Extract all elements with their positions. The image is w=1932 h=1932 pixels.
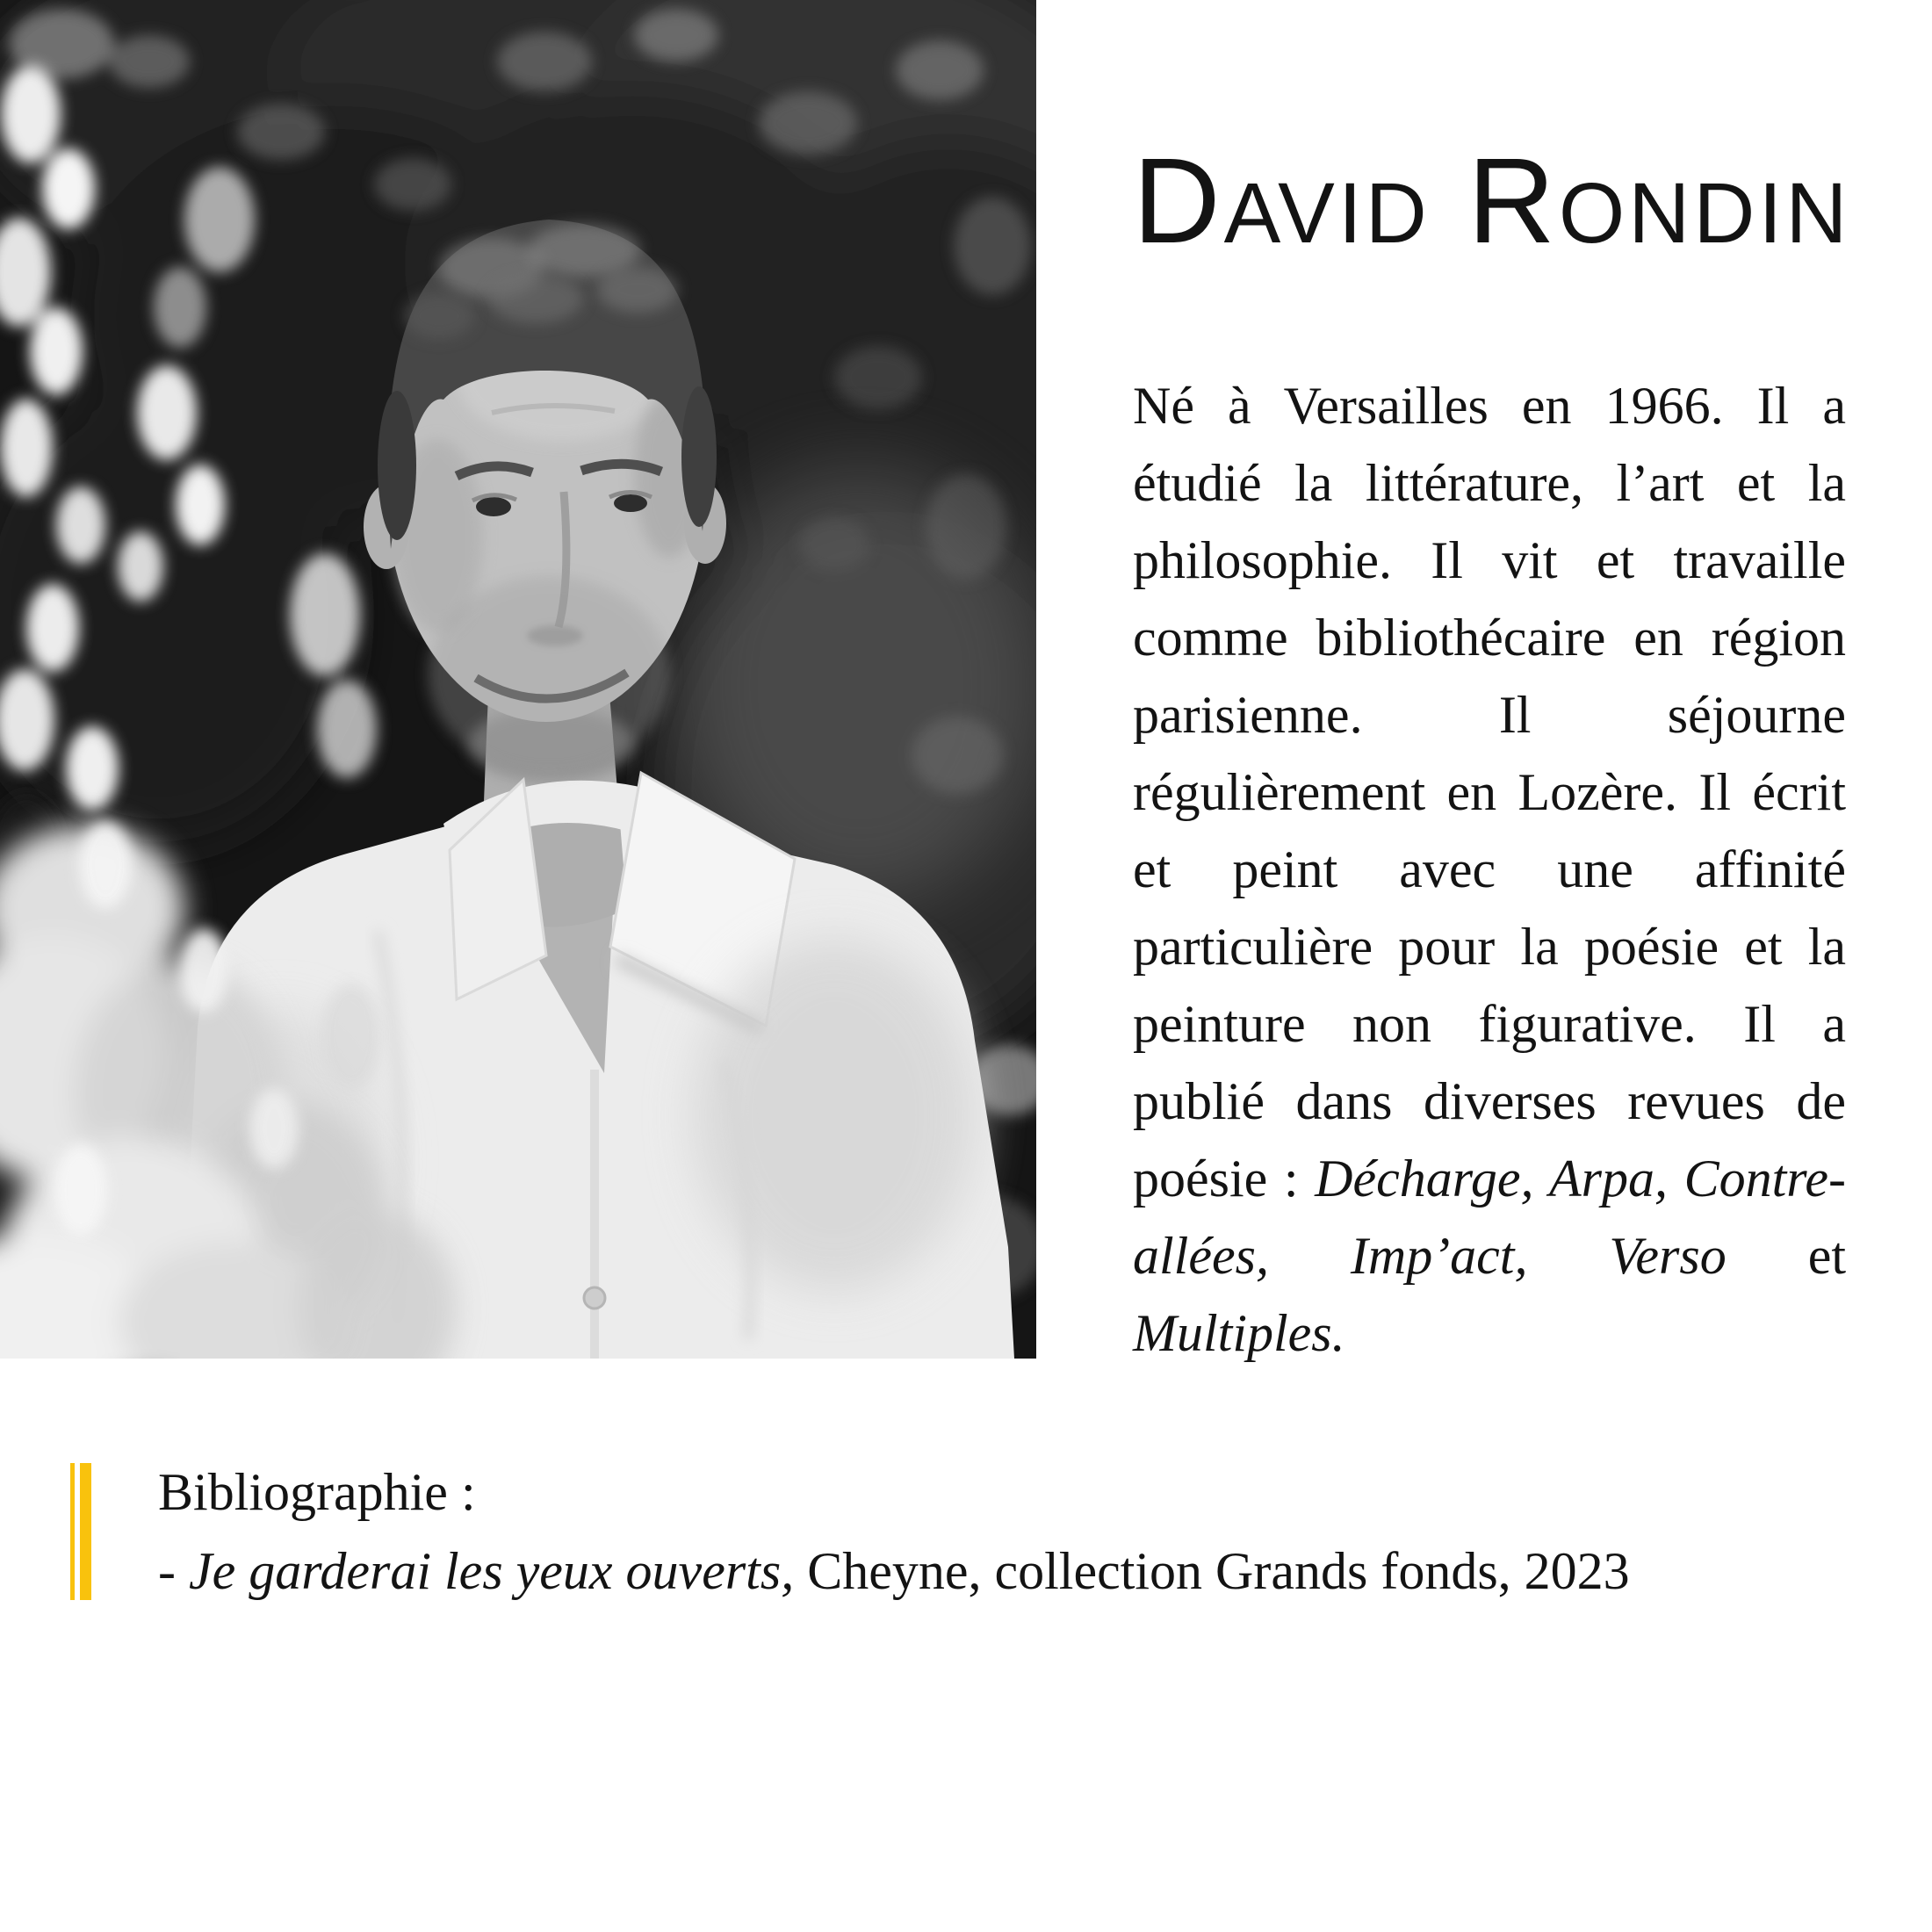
bio-journal-titles-italic: Décharge, Arpa, Contre-allées, Imp’act, Verso — [1133, 1150, 1847, 1285]
bibliography-entry-title-italic: - Je garderai les yeux ouverts, — [158, 1542, 795, 1600]
bibliography-entry-details: Cheyne, collection Grands fonds, 2023 — [794, 1542, 1630, 1600]
bibliography-section — [158, 1453, 1695, 1611]
author-photo — [0, 0, 1036, 1359]
bibliography-accent-bars — [70, 1463, 91, 1600]
bio-text-run: et — [1726, 1227, 1846, 1285]
bibliography-heading: Bibliographie : — [158, 1463, 476, 1521]
accent-bar-thick — [80, 1463, 91, 1600]
bibliography-entry — [158, 1532, 1695, 1611]
stubble — [428, 576, 670, 773]
left-eye — [476, 497, 511, 516]
bio-journal-title-italic: Multiples. — [1133, 1304, 1345, 1362]
right-eye — [614, 494, 647, 512]
bio-text-run: Né à Versailles en 1966. Il a étudié la littérature, l’art et la philosophie. Il vit et travaille comme bibliothécaire en région parisienne. Il séjourne régulièrement en Lozère. Il écrit et peint avec une affinité particulière pour la poésie et la peinture non figurative. Il a publié dans diverses revues de poésie : — [1133, 377, 1846, 1208]
bio-paragraph — [1133, 367, 1846, 1372]
accent-bar-thin — [70, 1463, 75, 1600]
author-name-title: David Rondin — [1133, 133, 1851, 269]
